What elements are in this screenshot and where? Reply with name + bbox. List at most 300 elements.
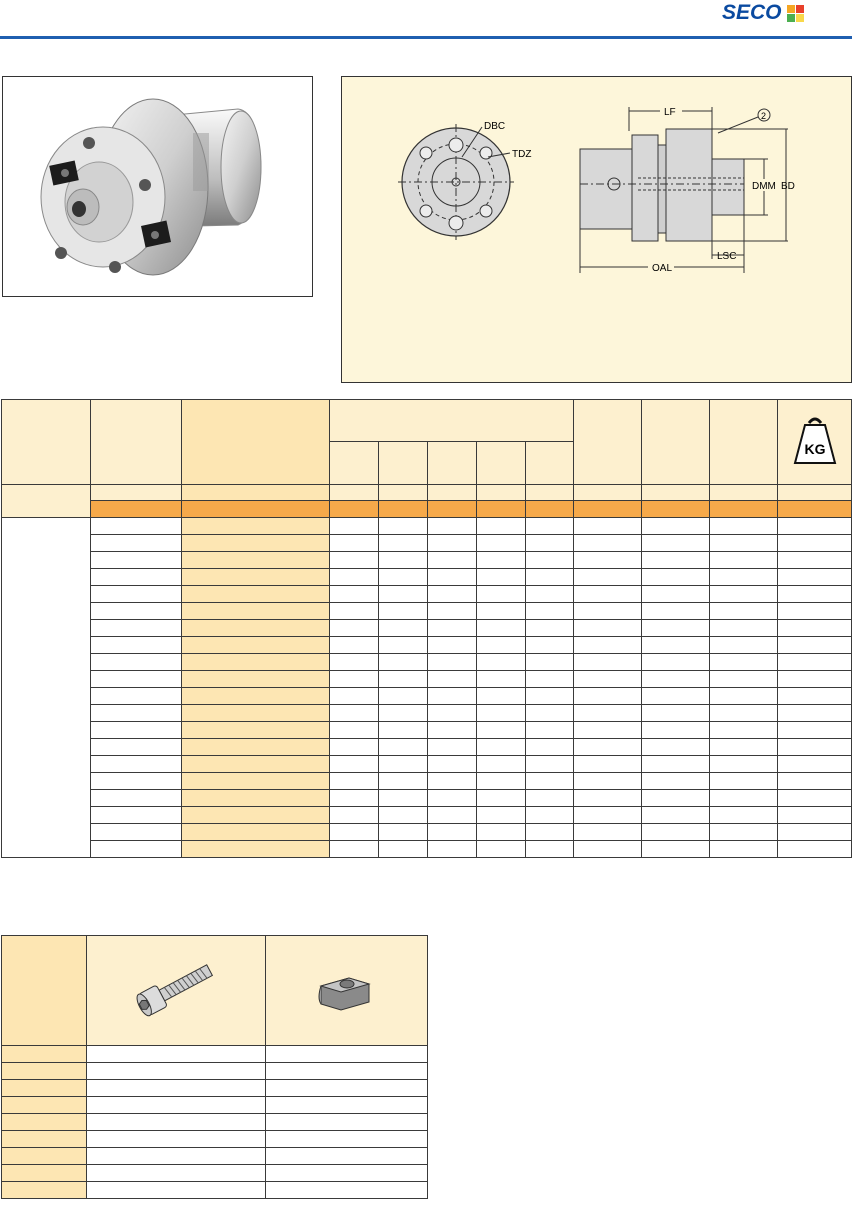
table-cell <box>526 807 574 824</box>
table-cell <box>182 773 330 790</box>
table-cell <box>379 552 428 569</box>
table-cell <box>428 569 477 586</box>
unit-cell <box>428 485 477 501</box>
table-cell <box>330 569 379 586</box>
unit-cell <box>526 485 574 501</box>
table-cell <box>87 1097 266 1114</box>
table-cell <box>91 535 182 552</box>
label-bd: BD <box>781 181 795 192</box>
table-cell <box>710 773 778 790</box>
table-cell <box>710 824 778 841</box>
table-cell <box>526 756 574 773</box>
table-cell <box>778 807 852 824</box>
table-cell <box>778 756 852 773</box>
table-cell <box>642 790 710 807</box>
table-row <box>2 1165 428 1182</box>
table-cell <box>91 739 182 756</box>
table-cell <box>379 756 428 773</box>
table-cell <box>87 1080 266 1097</box>
table-cell <box>266 1097 428 1114</box>
orange-cell <box>91 501 182 518</box>
table-cell <box>91 824 182 841</box>
label-dbc: DBC <box>484 121 506 132</box>
table-cell <box>477 518 526 535</box>
table-cell <box>526 722 574 739</box>
table-cell <box>526 518 574 535</box>
header-cell <box>428 442 477 485</box>
header-cell <box>526 442 574 485</box>
table-cell <box>91 671 182 688</box>
table-cell <box>428 824 477 841</box>
table-cell <box>477 569 526 586</box>
table-row <box>2 688 852 705</box>
table-cell <box>642 824 710 841</box>
table-row <box>2 552 852 569</box>
header-cell <box>182 400 330 485</box>
table-cell <box>642 807 710 824</box>
table-cell <box>182 671 330 688</box>
table-cell <box>91 603 182 620</box>
table-cell <box>182 586 330 603</box>
table-cell <box>574 722 642 739</box>
table-cell <box>710 807 778 824</box>
table-cell <box>710 654 778 671</box>
table-cell <box>642 841 710 858</box>
table-cell <box>526 586 574 603</box>
table-cell <box>477 688 526 705</box>
table-cell <box>778 518 852 535</box>
table-cell <box>574 637 642 654</box>
table-cell <box>379 705 428 722</box>
table-row <box>2 773 852 790</box>
table-cell <box>477 722 526 739</box>
table-cell <box>710 552 778 569</box>
table-cell <box>330 518 379 535</box>
table-row <box>2 671 852 688</box>
table-cell <box>330 841 379 858</box>
table-cell <box>642 705 710 722</box>
table-cell <box>182 535 330 552</box>
table-cell <box>266 1165 428 1182</box>
unit-cell <box>710 485 778 501</box>
table-cell <box>477 603 526 620</box>
table-cell <box>526 603 574 620</box>
table-cell <box>87 1063 266 1080</box>
table-cell <box>526 773 574 790</box>
table-cell <box>182 756 330 773</box>
table-cell <box>330 790 379 807</box>
table-cell <box>477 824 526 841</box>
weight-header-cell <box>778 400 852 485</box>
table-cell <box>477 552 526 569</box>
table-row <box>2 1148 428 1165</box>
table-cell <box>574 620 642 637</box>
table-cell <box>642 518 710 535</box>
screw-icon <box>126 958 226 1018</box>
table-cell <box>266 1046 428 1063</box>
label-dmm: DMM <box>752 181 776 192</box>
table-cell <box>778 637 852 654</box>
table-row <box>2 739 852 756</box>
table-cell <box>710 790 778 807</box>
table-cell <box>428 603 477 620</box>
table-cell <box>91 756 182 773</box>
table-cell <box>2 1063 87 1080</box>
table-cell <box>379 518 428 535</box>
table-cell <box>91 807 182 824</box>
table-cell <box>182 722 330 739</box>
table-cell <box>428 654 477 671</box>
table-cell <box>778 841 852 858</box>
table-cell <box>379 671 428 688</box>
table-cell <box>778 620 852 637</box>
table-cell <box>91 620 182 637</box>
orange-cell <box>182 501 330 518</box>
table-cell <box>778 790 852 807</box>
table-cell <box>428 586 477 603</box>
table-cell <box>87 1131 266 1148</box>
header-cell <box>2 936 87 1046</box>
table-cell <box>379 773 428 790</box>
unit-cell <box>778 485 852 501</box>
table-cell <box>266 1063 428 1080</box>
header-cell <box>379 442 428 485</box>
accessory-header-row <box>2 936 428 1046</box>
header-cell <box>330 400 574 442</box>
table-cell <box>330 586 379 603</box>
label-tdz: TDZ <box>512 149 532 160</box>
table-cell <box>330 535 379 552</box>
table-cell <box>526 705 574 722</box>
table-cell <box>477 620 526 637</box>
table-cell <box>574 518 642 535</box>
table-cell <box>379 620 428 637</box>
table-cell <box>477 705 526 722</box>
table-cell <box>642 603 710 620</box>
table-cell <box>710 688 778 705</box>
table-cell <box>710 756 778 773</box>
table-cell <box>574 552 642 569</box>
unit-cell <box>642 485 710 501</box>
header-divider <box>0 36 852 39</box>
table-cell <box>182 807 330 824</box>
table-cell <box>477 671 526 688</box>
table-row <box>2 841 852 858</box>
product-table <box>1 399 852 858</box>
table-cell <box>477 841 526 858</box>
orange-cell <box>526 501 574 518</box>
logo-square <box>796 14 804 22</box>
table-cell <box>778 824 852 841</box>
weight-icon <box>791 413 839 469</box>
table-cell <box>428 739 477 756</box>
table-cell <box>379 790 428 807</box>
table-cell <box>477 637 526 654</box>
table-cell <box>2 1182 87 1199</box>
orange-cell <box>710 501 778 518</box>
orange-cell <box>330 501 379 518</box>
table-row <box>2 586 852 603</box>
table-cell <box>182 688 330 705</box>
technical-drawing <box>341 76 852 383</box>
table-cell <box>574 535 642 552</box>
table-row <box>2 705 852 722</box>
table-cell <box>526 569 574 586</box>
seco-logo <box>722 2 804 24</box>
table-cell <box>778 569 852 586</box>
table-cell <box>642 535 710 552</box>
table-cell <box>182 552 330 569</box>
table-cell <box>642 586 710 603</box>
table-row <box>2 722 852 739</box>
table-cell <box>91 552 182 569</box>
header-cell <box>2 400 91 485</box>
table-cell <box>182 518 330 535</box>
table-cell <box>87 1182 266 1199</box>
table-cell <box>330 807 379 824</box>
unit-cell <box>330 485 379 501</box>
table-cell <box>182 705 330 722</box>
table-cell <box>266 1131 428 1148</box>
table-row <box>2 824 852 841</box>
table-cell <box>379 586 428 603</box>
drawing-svg <box>342 77 851 382</box>
table-cell <box>91 654 182 671</box>
table-cell <box>428 637 477 654</box>
table-cell <box>428 807 477 824</box>
table-cell <box>330 552 379 569</box>
table-cell <box>330 722 379 739</box>
weight-label: KG <box>804 440 826 457</box>
table-cell <box>574 603 642 620</box>
table-cell <box>330 671 379 688</box>
table-cell <box>182 620 330 637</box>
group-cell <box>2 485 91 518</box>
table-cell <box>182 569 330 586</box>
table-cell <box>330 824 379 841</box>
table-cell <box>778 671 852 688</box>
table-cell <box>526 654 574 671</box>
table-cell <box>428 756 477 773</box>
table-cell <box>379 739 428 756</box>
table-cell <box>2 1131 87 1148</box>
table-row <box>2 535 852 552</box>
table-cell <box>182 637 330 654</box>
table-cell <box>526 824 574 841</box>
header-cell <box>330 442 379 485</box>
table-row <box>2 1182 428 1199</box>
table-cell <box>182 654 330 671</box>
orange-cell <box>477 501 526 518</box>
table-cell <box>428 518 477 535</box>
table-cell <box>778 773 852 790</box>
table-cell <box>91 688 182 705</box>
table-cell <box>710 722 778 739</box>
table-cell <box>428 552 477 569</box>
unit-cell <box>91 485 182 501</box>
table-cell <box>642 722 710 739</box>
table-cell <box>778 603 852 620</box>
table-cell <box>477 535 526 552</box>
table-cell <box>87 1148 266 1165</box>
table-cell <box>428 535 477 552</box>
table-cell <box>642 569 710 586</box>
table-cell <box>574 739 642 756</box>
table-cell <box>710 603 778 620</box>
table-cell <box>642 552 710 569</box>
orange-row <box>2 501 852 518</box>
table-cell <box>477 654 526 671</box>
table-cell <box>642 756 710 773</box>
unit-cell <box>379 485 428 501</box>
table-cell <box>778 535 852 552</box>
table-cell <box>379 535 428 552</box>
unit-cell <box>477 485 526 501</box>
table-cell <box>330 637 379 654</box>
table-cell <box>428 620 477 637</box>
table-cell <box>379 603 428 620</box>
table-cell <box>379 841 428 858</box>
table-cell <box>91 790 182 807</box>
table-cell <box>574 654 642 671</box>
key-header-cell <box>266 936 428 1046</box>
table-cell <box>182 739 330 756</box>
table-cell <box>330 654 379 671</box>
header-row <box>2 400 852 442</box>
table-cell <box>182 790 330 807</box>
header-cell <box>642 400 710 485</box>
table-cell <box>710 569 778 586</box>
table-cell <box>428 790 477 807</box>
table-row <box>2 1046 428 1063</box>
table-cell <box>778 739 852 756</box>
table-cell <box>330 620 379 637</box>
orange-cell <box>778 501 852 518</box>
table-cell <box>87 1114 266 1131</box>
table-cell <box>91 722 182 739</box>
table-cell <box>330 756 379 773</box>
table-cell <box>574 688 642 705</box>
table-cell <box>710 705 778 722</box>
table-cell <box>477 790 526 807</box>
label-callout: 2 <box>761 111 767 121</box>
table-cell <box>428 773 477 790</box>
table-row <box>2 518 852 535</box>
table-cell <box>574 841 642 858</box>
table-cell <box>778 552 852 569</box>
table-cell <box>379 824 428 841</box>
table-cell <box>330 739 379 756</box>
table-cell <box>642 739 710 756</box>
table-row <box>2 637 852 654</box>
table-cell <box>266 1148 428 1165</box>
table-cell <box>91 705 182 722</box>
logo-square <box>787 14 795 22</box>
table-cell <box>526 637 574 654</box>
table-row <box>2 1114 428 1131</box>
table-cell <box>710 620 778 637</box>
table-cell <box>2 1097 87 1114</box>
table-cell <box>710 535 778 552</box>
screw-header-cell <box>87 936 266 1046</box>
orange-cell <box>428 501 477 518</box>
table-cell <box>642 688 710 705</box>
header-cell <box>710 400 778 485</box>
table-row <box>2 620 852 637</box>
label-oal: OAL <box>652 263 673 274</box>
table-cell <box>91 569 182 586</box>
table-cell <box>379 569 428 586</box>
orange-cell <box>574 501 642 518</box>
table-cell <box>2 1114 87 1131</box>
table-cell <box>778 705 852 722</box>
table-cell <box>330 705 379 722</box>
table-cell <box>710 518 778 535</box>
table-cell <box>477 586 526 603</box>
group-cell <box>2 518 91 858</box>
table-cell <box>87 1165 266 1182</box>
table-cell <box>710 739 778 756</box>
table-cell <box>182 603 330 620</box>
table-cell <box>477 739 526 756</box>
table-cell <box>182 824 330 841</box>
table-cell <box>778 654 852 671</box>
header-cell <box>91 400 182 485</box>
table-cell <box>428 722 477 739</box>
table-row <box>2 756 852 773</box>
table-cell <box>330 688 379 705</box>
table-row <box>2 807 852 824</box>
header-cell <box>477 442 526 485</box>
drive-key-icon <box>307 958 387 1018</box>
table-cell <box>526 671 574 688</box>
logo-squares <box>787 5 804 22</box>
table-cell <box>2 1080 87 1097</box>
table-row <box>2 1063 428 1080</box>
unit-cell <box>574 485 642 501</box>
table-cell <box>642 620 710 637</box>
table-cell <box>574 705 642 722</box>
table-cell <box>2 1148 87 1165</box>
table-cell <box>574 773 642 790</box>
table-cell <box>379 688 428 705</box>
logo-text: SECO <box>722 1 782 24</box>
table-cell <box>526 739 574 756</box>
table-cell <box>428 705 477 722</box>
table-cell <box>2 1165 87 1182</box>
logo-square <box>787 5 795 13</box>
product-photo <box>2 76 313 297</box>
table-cell <box>526 841 574 858</box>
table-row <box>2 1080 428 1097</box>
table-cell <box>379 637 428 654</box>
table-cell <box>477 756 526 773</box>
table-row <box>2 603 852 620</box>
table-cell <box>91 841 182 858</box>
logo-square <box>796 5 804 13</box>
table-cell <box>379 654 428 671</box>
table-cell <box>477 807 526 824</box>
table-cell <box>91 586 182 603</box>
table-cell <box>526 552 574 569</box>
table-cell <box>266 1114 428 1131</box>
table-row <box>2 569 852 586</box>
table-cell <box>574 586 642 603</box>
table-cell <box>642 637 710 654</box>
table-cell <box>330 603 379 620</box>
table-cell <box>778 722 852 739</box>
table-row <box>2 654 852 671</box>
